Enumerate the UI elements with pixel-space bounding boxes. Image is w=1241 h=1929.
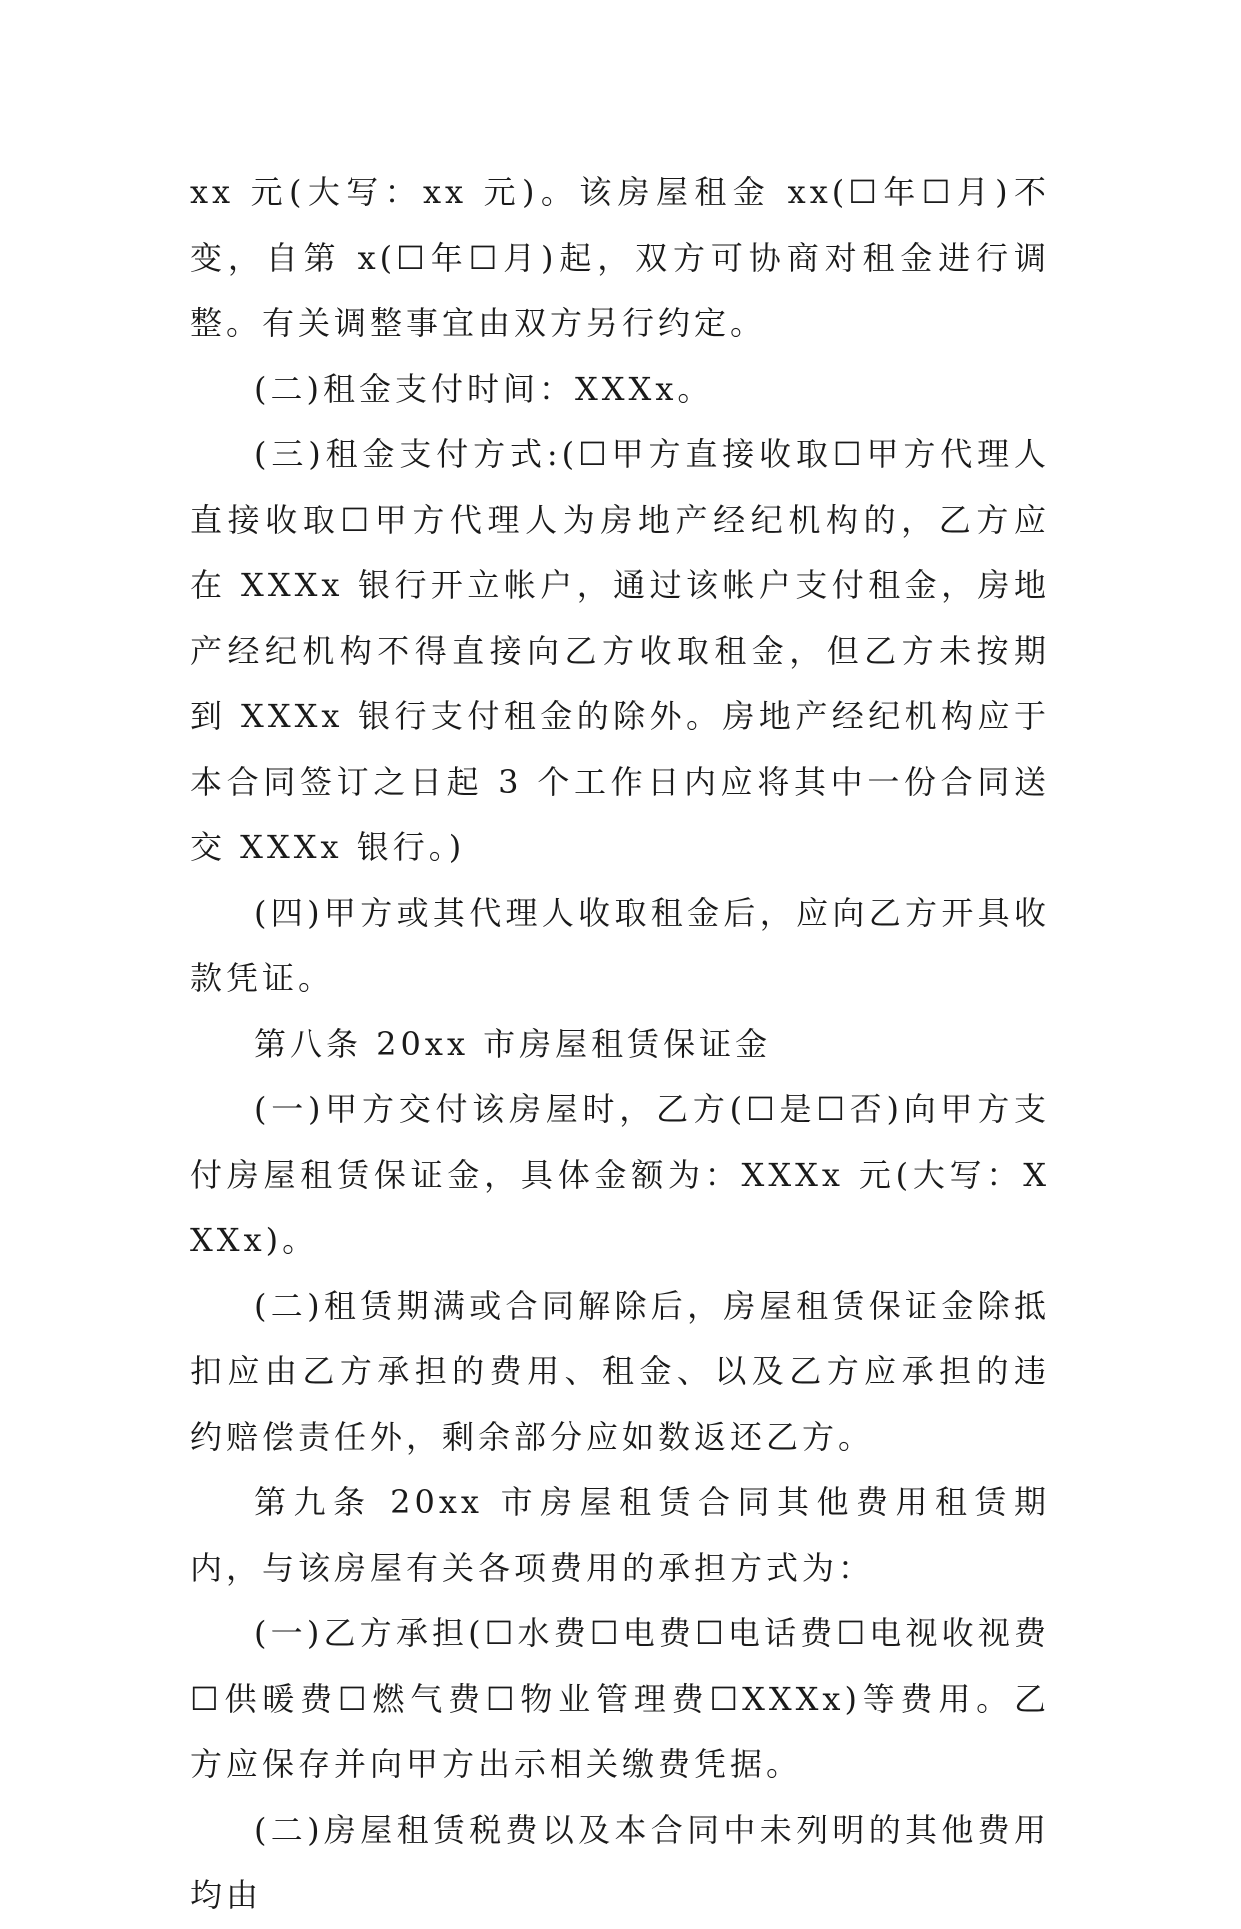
paragraph-taxes: (二)房屋租赁税费以及本合同中未列明的其他费用均由 [190,1810,1050,1914]
paragraph-deposit-return: (二)租赁期满或合同解除后，房屋租赁保证金除抵扣应由乙方承担的费用、租金、以及乙方应承担的违约赔偿责任外，剩余部分应如数返还乙方。 [190,1286,1050,1456]
document-page [190,160,1050,1929]
paragraph-rent-adjustment: xx 元(大写：xx 元)。该房屋租金 xx(☐年☐月)不变，自第 x(☐年☐月)起，双方可协商对租金进行调整。有关调整事宜由双方另行约定。 [190,173,1050,342]
paragraph-receipt: (四)甲方或其代理人收取租金后，应向乙方开具收款凭证。 [190,893,1050,997]
article-9-heading: 第九条 20xx 市房屋租赁合同其他费用租赁期内，与该房屋有关各项费用的承担方式为： [190,1483,1050,1587]
paragraph-deposit-amount: (一)甲方交付该房屋时，乙方(☐是☐否)向甲方支付房屋租赁保证金，具体金额为：XXXx 元(大写：XXXx)。 [190,1090,1050,1259]
paragraph-tenant-fees: (一)乙方承担(☐水费☐电费☐电话费☐电视收视费☐供暖费☐燃气费☐物业管理费☐XXXx)等费用。乙方应保存并向甲方出示相关缴费凭据。 [190,1614,1050,1783]
article-8-heading: 第八条 20xx 市房屋租赁保证金 [254,1024,772,1063]
paragraph-payment-method: (三)租金支付方式:(☐甲方直接收取☐甲方代理人直接收取☐甲方代理人为房地产经纪机构的，乙方应在 XXXx 银行开立帐户，通过该帐户支付租金，房地产经纪机构不得直接向乙方收取租金，但乙方未按期到 XXXx 银行支付租金的除外。房地产经纪机构应于本合同签订之日起 3 个工作日内应将其中一份合同送交 XXXx 银行。) [190,435,1050,866]
paragraph-payment-time: (二)租金支付时间：XXXx。 [254,369,714,408]
